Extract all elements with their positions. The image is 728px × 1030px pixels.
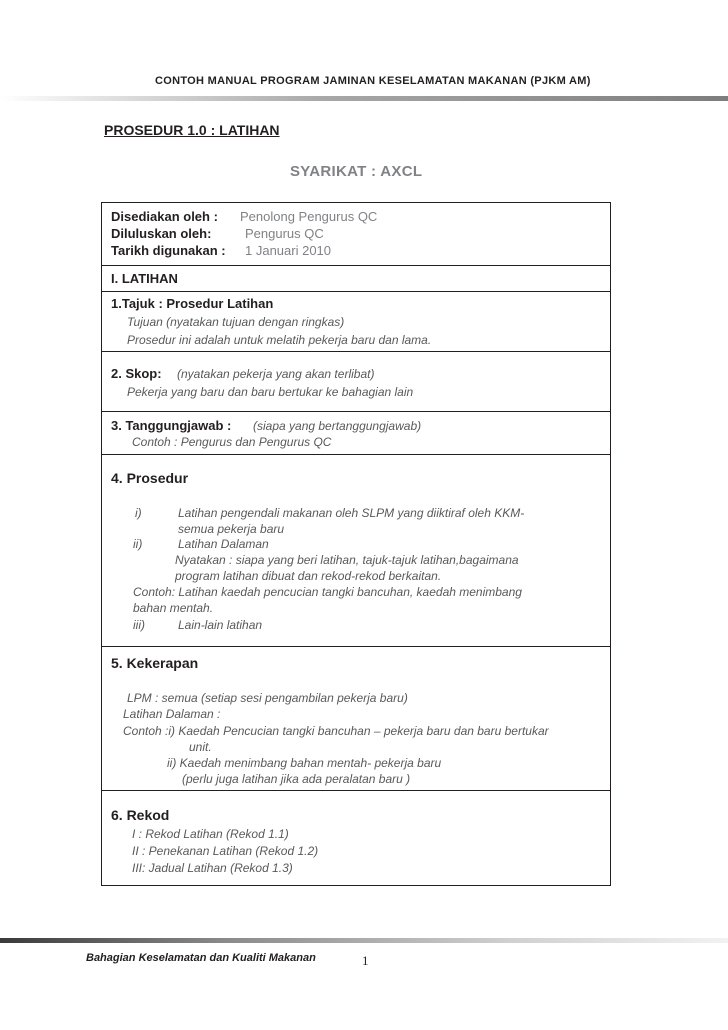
approved-by-value: Pengurus QC — [245, 226, 324, 241]
frequency-line-6: (perlu juga latihan jika ada peralatan baru ) — [182, 772, 411, 786]
procedure-item-2-line-1: Nyatakan : siapa yang beri latihan, tajuk-tajuk latihan,bagaimana — [175, 553, 519, 567]
header-rule — [0, 96, 728, 101]
procedure-title: PROSEDUR 1.0 : LATIHAN — [104, 122, 280, 138]
frequency-line-2: Latihan Dalaman : — [123, 707, 221, 721]
form-meta — [102, 203, 610, 265]
frequency-line-5: ii) Kaedah menimbang bahan mentah- pekerja baru — [167, 756, 442, 770]
responsibility-heading: 3. Tanggungjawab : — [111, 418, 232, 433]
procedure-item-3-num: iii) — [133, 618, 145, 632]
scope-heading: 2. Skop: — [111, 366, 162, 381]
responsibility-line-1: Contoh : Pengurus dan Pengurus QC — [132, 435, 332, 449]
date-label: Tarikh digunakan : — [111, 243, 226, 258]
procedure-heading: 4. Prosedur — [111, 470, 189, 486]
prepared-by-value: Penolong Pengurus QC — [240, 209, 378, 224]
date-value: 1 Januari 2010 — [245, 243, 332, 258]
company-name: SYARIKAT : AXCL — [290, 163, 423, 180]
section-frequency — [102, 646, 610, 790]
prepared-by-label: Disediakan oleh : — [111, 209, 218, 224]
procedure-item-1-num: i) — [135, 506, 142, 520]
purpose-line-2: Prosedur ini adalah untuk melatih pekerja baru dan lama. — [127, 333, 432, 347]
frequency-heading: 5. Kekerapan — [111, 655, 199, 671]
procedure-form — [101, 202, 611, 886]
footer-department: Bahagian Keselamatan dan Kualiti Makanan — [86, 952, 316, 964]
records-heading: 6. Rekod — [111, 807, 170, 823]
scope-hint: (nyatakan pekerja yang akan terlibat) — [177, 367, 375, 381]
footer-rule — [0, 938, 728, 943]
record-item-1: I : Rekod Latihan (Rekod 1.1) — [132, 827, 289, 841]
scope-line-1: Pekerja yang baru dan baru bertukar ke bahagian lain — [127, 385, 414, 399]
frequency-line-3: Contoh :i) Kaedah Pencucian tangki bancuhan – pekerja baru dan baru bertukar — [123, 724, 549, 738]
record-item-3: III: Jadual Latihan (Rekod 1.3) — [132, 861, 293, 875]
procedure-item-2-num: ii) — [133, 537, 143, 551]
procedure-example-line-1: Contoh: Latihan kaedah pencucian tangki bancuhan, kaedah menimbang — [133, 585, 522, 599]
approved-by-label: Diluluskan oleh: — [111, 226, 212, 241]
procedure-item-2-title: Latihan Dalaman — [178, 537, 269, 551]
procedure-item-3-title: Lain-lain latihan — [178, 618, 263, 632]
procedure-item-2-line-2: program latihan dibuat dan rekod-rekod berkaitan. — [175, 569, 442, 583]
purpose-line-1: Tujuan (nyatakan tujuan dengan ringkas) — [127, 315, 345, 329]
purpose-heading: 1.Tajuk : Prosedur Latihan — [111, 296, 274, 311]
procedure-item-1-line-1: Latihan pengendali makanan oleh SLPM yang diiktiraf oleh KKM- — [178, 506, 525, 520]
frequency-line-4: unit. — [189, 740, 212, 754]
procedure-example-line-2: bahan mentah. — [133, 601, 214, 615]
procedure-item-1-line-2: semua pekerja baru — [178, 522, 285, 536]
section-title: I. LATIHAN — [111, 271, 178, 286]
section-responsibility — [102, 411, 610, 454]
responsibility-hint: (siapa yang bertanggungjawab) — [253, 419, 422, 433]
frequency-line-1: LPM : semua (setiap sesi pengambilan pekerja baru) — [127, 691, 408, 705]
section-title-row — [102, 265, 610, 291]
section-scope — [102, 351, 610, 411]
section-title-purpose — [102, 291, 610, 351]
page-number: 1 — [362, 953, 369, 968]
section-records — [102, 790, 610, 886]
running-header: CONTOH MANUAL PROGRAM JAMINAN KESELAMATAN MAKANAN (PJKM AM) — [155, 75, 591, 87]
record-item-2: II : Penekanan Latihan (Rekod 1.2) — [132, 844, 319, 858]
section-procedure — [102, 454, 610, 646]
